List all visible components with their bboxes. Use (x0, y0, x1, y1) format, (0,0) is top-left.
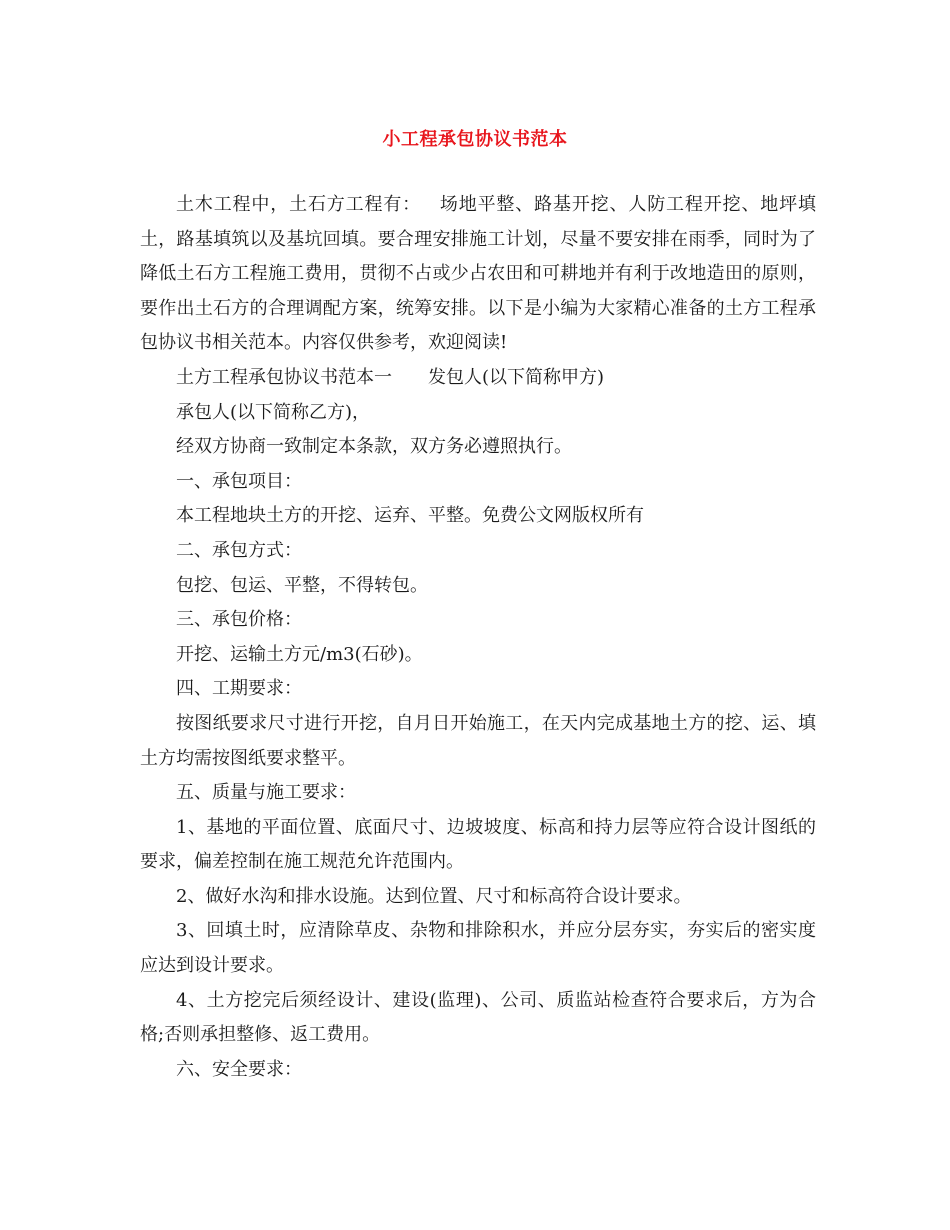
section-heading: 四、工期要求： (176, 678, 302, 700)
section-heading: 一、承包项目： (176, 470, 302, 492)
document-title: 小工程承包协议书范本 (382, 129, 568, 150)
intro-paragraph (140, 188, 816, 361)
sample-heading: 土方工程承包协议书范本一 (176, 366, 392, 388)
section-heading: 三、承包价格： (176, 609, 302, 631)
list-item: 3、回填土时，应清除草皮、杂物和排除积水，并应分层夯实，夯实后的密实度应达到设计要求。 (140, 920, 816, 977)
parties-line (140, 361, 816, 396)
section-text: 本工程地块土方的开挖、运弃、平整。免费公文网版权所有 (176, 505, 644, 527)
list-item: 4、土方挖完后须经设计、建设(监理)、公司、质监站检查符合要求后，方为合格;否则承担整修、返工费用。 (140, 989, 816, 1046)
agreement-statement: 经双方协商一致制定本条款，双方务必遵照执行。 (176, 436, 572, 458)
section-heading: 六、安全要求： (176, 1058, 302, 1080)
intro-lead: 土木工程中，土石方工程有： (176, 194, 422, 215)
section-text: 开挖、运输土方元/m3(石砂)。 (176, 643, 423, 665)
document-body (140, 188, 816, 1087)
section-text: 包挖、包运、平整，不得转包。 (176, 574, 428, 596)
party-a: 发包人(以下简称甲方) (428, 366, 605, 388)
section-text: 按图纸要求尺寸进行开挖，自月日开始施工，在天内完成基地土方的挖、运、填土方均需按图纸要求整平。 (140, 712, 816, 769)
section-heading: 二、承包方式： (176, 539, 302, 561)
section-heading: 五、质量与施工要求： (176, 782, 356, 804)
party-b: 承包人(以下简称乙方)， (176, 401, 371, 423)
list-item: 1、基地的平面位置、底面尺寸、边坡坡度、标高和持力层等应符合设计图纸的要求，偏差控制在施工规范允许范围内。 (140, 816, 816, 873)
list-item: 2、做好水沟和排水设施。达到位置、尺寸和标高符合设计要求。 (176, 885, 692, 907)
intro-body: 场地平整、路基开挖、人防工程开挖、地坪填土，路基填筑以及基坑回填。要合理安排施工计划，尽量不要安排在雨季，同时为了降低土石方工程施工费用，贯彻不占或少占农田和可耕地并有利于改地造田的原则，要作出土石方的合理调配方案，统筹安排。以下是小编为大家精心准备的土方工程承包协议书相关范本。内容仅供参考，欢迎阅读! (140, 194, 816, 354)
